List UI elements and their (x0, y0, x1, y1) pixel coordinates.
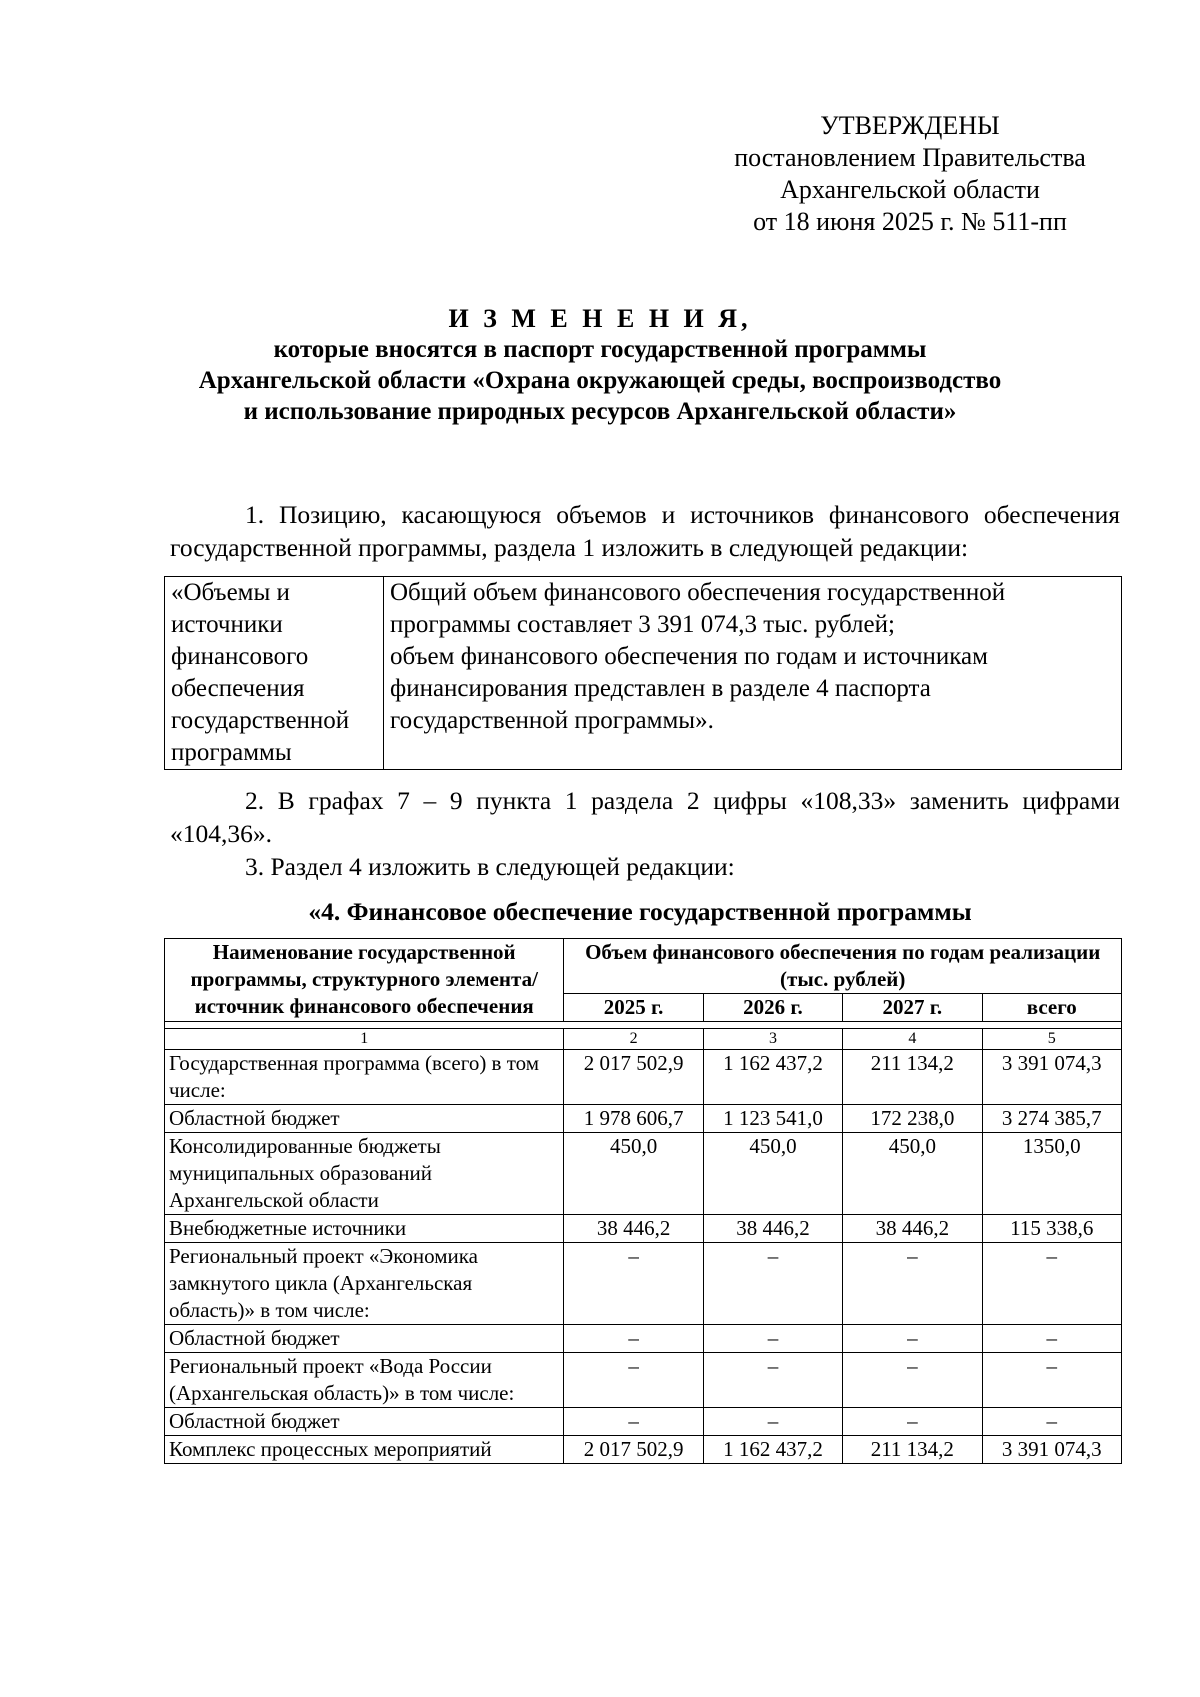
paragraph-1: 1. Позицию, касающуюся объемов и источников финансового обеспечения государственной программы, раздела 1 изложить в следующей редакции: (170, 500, 1120, 562)
approval-line-3: Архангельской области (780, 175, 1040, 204)
passport-right-line-1: Общий объем финансового обеспечения государственной программы составляет 3 391 074,3 тыс. рублей; (390, 579, 1006, 638)
approval-line-1: УТВЕРЖДЕНЫ (820, 111, 1000, 140)
table-row (165, 1408, 1122, 1436)
column-numbers-row (165, 1029, 1122, 1050)
header-separator (165, 1022, 1122, 1029)
row-name: Комплекс процессных мероприятий (165, 1436, 564, 1464)
table-row (165, 1353, 1122, 1408)
row-value: – (982, 1243, 1122, 1325)
row-value: 115 338,6 (982, 1215, 1122, 1243)
row-value: 211 134,2 (843, 1050, 982, 1105)
row-value: – (564, 1408, 703, 1436)
row-value: 1 162 437,2 (703, 1436, 842, 1464)
row-value: – (564, 1243, 703, 1325)
row-value: 2 017 502,9 (564, 1436, 703, 1464)
row-value: 1 978 606,7 (564, 1105, 703, 1133)
title-line-1: которые вносятся в паспорт государственной программы (273, 336, 927, 363)
row-value: 450,0 (703, 1133, 842, 1215)
table-row (165, 1215, 1122, 1243)
header-year-2027: 2027 г. (843, 994, 982, 1022)
row-value: – (703, 1243, 842, 1325)
row-value: 450,0 (564, 1133, 703, 1215)
row-value: 1350,0 (982, 1133, 1122, 1215)
approval-line-4: от 18 июня 2025 г. № 511-пп (753, 207, 1067, 236)
row-value: – (564, 1325, 703, 1353)
row-name: Региональный проект «Вода России (Архангельская область)» в том числе: (165, 1353, 564, 1408)
row-name: Консолидированные бюджеты муниципальных образований Архангельской области (165, 1133, 564, 1215)
row-value: – (843, 1353, 982, 1408)
row-value: 1 123 541,0 (703, 1105, 842, 1133)
row-name: Внебюджетные источники (165, 1215, 564, 1243)
section-title: «4. Финансовое обеспечение государственной программы (308, 897, 972, 926)
header-year-2025: 2025 г. (564, 994, 703, 1022)
row-value: 3 274 385,7 (982, 1105, 1122, 1133)
row-name: Областной бюджет (165, 1325, 564, 1353)
passport-table (164, 576, 1122, 770)
row-name: Областной бюджет (165, 1105, 564, 1133)
document-title (150, 303, 1050, 427)
row-value: – (843, 1408, 982, 1436)
row-name: Региональный проект «Экономика замкнутого цикла (Архангельская область)» в том числе: (165, 1243, 564, 1325)
row-value: – (982, 1353, 1122, 1408)
row-value: – (982, 1408, 1122, 1436)
row-value: 38 446,2 (564, 1215, 703, 1243)
row-value: 2 017 502,9 (564, 1050, 703, 1105)
row-value: – (564, 1353, 703, 1408)
col-number-4: 4 (843, 1029, 982, 1050)
passport-left-cell: «Объемы и источники финансового обеспечения государственной программы (165, 577, 384, 770)
approval-line-2: постановлением Правительства (734, 143, 1086, 172)
table-row (165, 1133, 1122, 1215)
finance-table (164, 938, 1122, 1464)
row-value: 38 446,2 (703, 1215, 842, 1243)
row-value: – (703, 1353, 842, 1408)
row-value: 3 391 074,3 (982, 1436, 1122, 1464)
row-name: Областной бюджет (165, 1408, 564, 1436)
col-number-3: 3 (703, 1029, 842, 1050)
paragraph-3: 3. Раздел 4 изложить в следующей редакции: (245, 852, 735, 881)
row-value: 172 238,0 (843, 1105, 982, 1133)
header-year-2026: 2026 г. (703, 994, 842, 1022)
row-value: – (843, 1325, 982, 1353)
paragraph-2: 2. В графах 7 – 9 пункта 1 раздела 2 цифры «108,33» заменить цифрами «104,36». (170, 786, 1120, 848)
table-row (165, 1105, 1122, 1133)
row-value: 3 391 074,3 (982, 1050, 1122, 1105)
row-value: – (843, 1243, 982, 1325)
passport-right-line-2: объем финансового обеспечения по годам и источникам финансирования представлен в разделе 4 паспорта государственной программы». (390, 643, 988, 734)
row-name: Государственная программа (всего) в том числе: (165, 1050, 564, 1105)
col-number-1: 1 (165, 1029, 564, 1050)
row-value: 1 162 437,2 (703, 1050, 842, 1105)
title-heading: И З М Е Н Е Н И Я, (448, 304, 752, 333)
row-value: 38 446,2 (843, 1215, 982, 1243)
table-row (165, 1050, 1122, 1105)
header-total: всего (982, 994, 1122, 1022)
col-number-2: 2 (564, 1029, 703, 1050)
table-row (165, 1436, 1122, 1464)
row-value: – (703, 1408, 842, 1436)
header-volume: Объем финансового обеспечения по годам реализации (тыс. рублей) (564, 939, 1122, 994)
passport-right-cell (384, 577, 1122, 770)
table-row (165, 1325, 1122, 1353)
row-value: – (703, 1325, 842, 1353)
row-value: – (982, 1325, 1122, 1353)
col-number-5: 5 (982, 1029, 1122, 1050)
title-line-3: и использование природных ресурсов Архангельской области» (243, 398, 957, 425)
row-value: 450,0 (843, 1133, 982, 1215)
row-value: 211 134,2 (843, 1436, 982, 1464)
approval-stamp (700, 110, 1120, 238)
title-line-2: Архангельской области «Охрана окружающей среды, воспроизводство (198, 367, 1002, 394)
table-row (165, 1243, 1122, 1325)
header-name: Наименование государственной программы, структурного элемента/источник финансового обеспечения (165, 939, 564, 1022)
